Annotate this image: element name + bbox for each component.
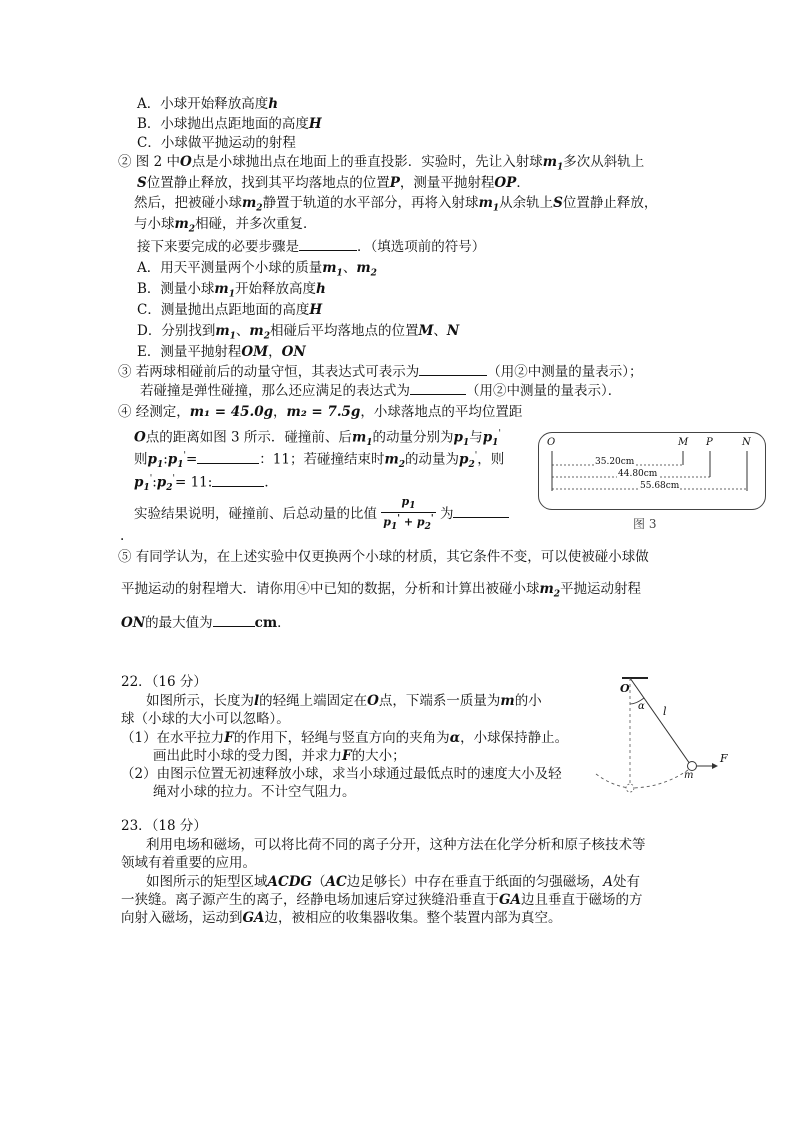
label-o: O [547, 437, 556, 448]
fig-label-f: F [720, 752, 728, 765]
label-n: N [742, 437, 751, 448]
part4-line5: 实验结果说明，碰撞前、后总动量的比值 $\frac{p_1}{p_1' + p_2'}$ 为 [134, 496, 509, 533]
answer-blank[interactable] [453, 503, 509, 518]
part4-line2: O点的距离如图 3 所示．碰撞前、后$m_1$的动量分别为$p_1$与$p_1'$ [134, 429, 501, 449]
part2-line2: S位置静止释放，找到其平均落地点的位置P，测量平抛射程OP． [137, 175, 530, 191]
q22-heading: 22．（16 分） [121, 674, 207, 690]
step-c: C．测量抛出点距地面的高度H [137, 302, 323, 318]
part4-line3: 则$p_1:p_1'=$ ：11；若碰撞结束时$m_2$的动量为$p_2'$，则 [134, 447, 504, 474]
figure-3-caption: 图 3 [633, 517, 657, 531]
step-a: A．用天平测量两个小球的质量$m_1$、$m_2$ [137, 260, 377, 279]
distance-op: 44.80cm [618, 469, 658, 479]
q22-line1: 如图所示，长度为l的轻绳上端固定在O点，下端系一质量为m的小 [146, 693, 542, 709]
pendulum-figure [592, 670, 742, 798]
step-b: B．测量小球$m_1$开始释放高度h [137, 281, 326, 300]
part4-line4: $p_1':p_2'= 11$: ． [134, 470, 278, 497]
q23-line4: 一狭缝。离子源产生的离子，经静电场加速后穿过狭缝沿垂直于GA边且垂直于磁场的方 [121, 892, 643, 908]
q22-line2: 球（小球的大小可以忽略）。 [121, 711, 290, 727]
option-b: B．小球抛出点距地面的高度H [137, 116, 322, 132]
q22-line6: 绳对小球的拉力。不计空气阻力。 [153, 784, 356, 800]
step-e: E．测量平抛射程OM，ON [137, 344, 306, 360]
q22-line4: 画出此时小球的受力图，并求力F的大小； [153, 748, 406, 764]
answer-blank[interactable] [410, 380, 466, 395]
answer-blank[interactable] [212, 472, 264, 487]
answer-blank[interactable] [213, 612, 255, 627]
fig-label-m: m [684, 770, 694, 781]
part4-line1: ④ 经测定，m₁ = 45.0g，m₂ = 7.5g，小球落地点的平均位置距 [118, 404, 523, 420]
fig-label-o: O [620, 682, 630, 695]
q23-heading: 23．（18 分） [121, 818, 207, 834]
answer-blank[interactable] [197, 449, 259, 464]
fig-label-alpha: α [638, 701, 645, 712]
distance-on: 55.68cm [640, 481, 680, 491]
answer-blank[interactable] [299, 236, 357, 251]
q23-line5: 向射入磁场，运动到GA边，被相应的收集器收集。整个装置内部为真空。 [121, 910, 562, 926]
option-a: A．小球开始释放高度h [137, 96, 279, 112]
part3-line1: ③ 若两球相碰前后的动量守恒，其表达式可表示为 （用②中测量的量表示）； [118, 361, 643, 381]
answer-blank[interactable] [419, 361, 487, 376]
q23-line3: 如图所示的矩型区域ACDG（AC边足够长）中存在垂直于纸面的匀强磁场，A处有 [146, 874, 640, 890]
part5-line3: ON的最大值为 cm． [121, 612, 291, 632]
q23-line1: 利用电场和磁场，可以将比荷不同的离子分开，这种方法在化学分析和原子核技术等 [146, 837, 646, 853]
label-m: M [678, 437, 689, 448]
stray-dot: . [120, 528, 125, 544]
label-p: P [706, 437, 713, 448]
part2-line5: 接下来要完成的必要步骤是 ．（填选项前的符号） [137, 236, 485, 256]
distance-om: 35.20cm [595, 457, 635, 467]
option-c: C．小球做平抛运动的射程 [137, 135, 296, 151]
q23-line2: 领域有着重要的应用。 [121, 855, 256, 871]
q22-line5: （2）由图示位置无初速释放小球，求当小球通过最低点时的速度大小及轻 [121, 766, 562, 782]
part5-line1: ⑤ 有同学认为，在上述实验中仅更换两个小球的材质，其它条件不变，可以使被碰小球做 [118, 549, 649, 565]
q22-line3: （1）在水平拉力F的作用下，轻绳与竖直方向的夹角为α，小球保持静止。 [121, 730, 569, 746]
fig-label-l: l [663, 705, 667, 718]
part3-line2: 若碰撞是弹性碰撞，那么还应满足的表达式为 （用②中测量的量表示）． [140, 380, 621, 400]
part2-line1: ② 图 2 中O点是小球抛出点在地面上的垂直投影．实验时，先让入射球$m_1$多次从斜轨上 [118, 154, 645, 173]
step-d: D．分别找到$m_1$、$m_2$相碰后平均落地点的位置M、N [137, 323, 460, 342]
part2-line3: 然后，把被碰小球$m_2$静置于轨道的水平部分，再将入射球$m_1$从余轨上S位置静止释放， [134, 195, 658, 214]
part2-line4: 与小球$m_2$相碰，并多次重复． [134, 216, 317, 235]
figure-3-box [538, 432, 766, 510]
part5-line2: 平抛运动的射程增大．请你用④中已知的数据，分析和计算出被碰小球$m_2$平抛运动射程 [121, 581, 642, 600]
